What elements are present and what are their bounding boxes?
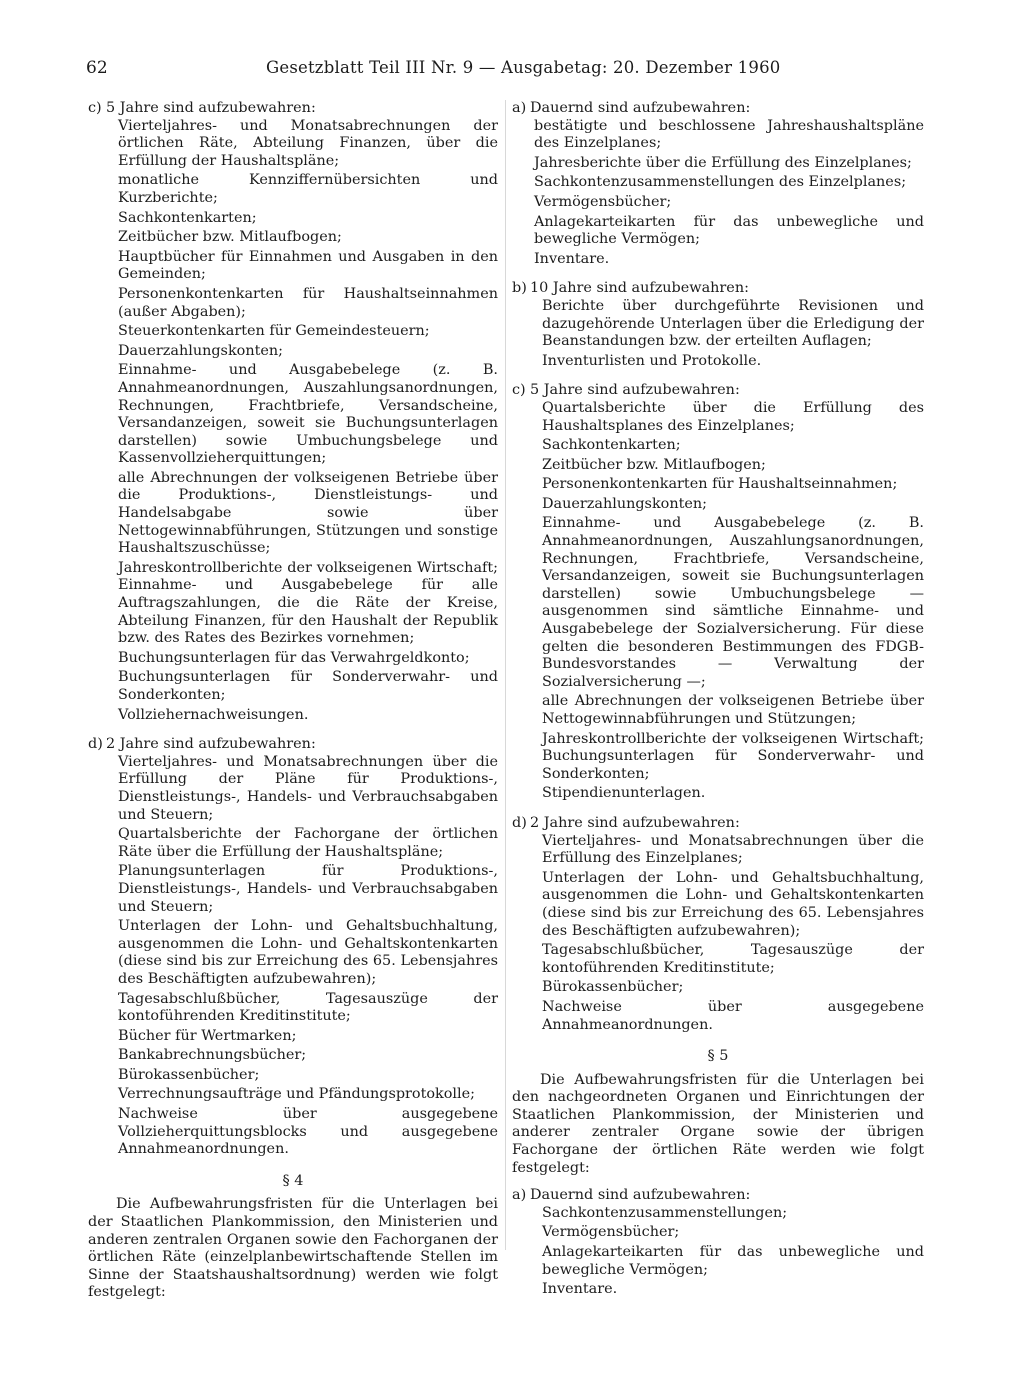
- column-divider: [505, 100, 506, 1250]
- list-item: Jahreskontrollberichte der volkseigenen Wirtschaft; Einnahme- und Ausgabebelege für alle Auftragszahlungen, die die Räte der Kreise, Abteilung Finanzen, für den Haushalt der Republik bzw. des Rates des Bezirkes vornehmen;: [118, 559, 498, 647]
- paragraph-body: Die Aufbewahrungsfristen für die Unterlagen bei der Staatlichen Plankommission, den Ministerien und anderen zentralen Organen sowie den Fachorganen der örtlichen Räte (einzelplanbewirtschaftende Stellen im Sinne der Staatshaushaltsordnung) werden wie folgt festgelegt:: [88, 1196, 498, 1301]
- section-heading: [512, 1187, 924, 1205]
- list-item: Einnahme- und Ausgabebelege (z. B. Annahmeanordnungen, Auszahlungsanordnungen, Rechnungen, Frachtbriefe, Versandscheine, Versandanzeigen, soweit sie Buchungsunterlagen darstellen) sowie Umbuchungsbelege — ausgenommen sind sämtliche Einnahme- und Ausgabebelege der Sozialversicherung. Für diese gelten die besonderen Bestimmungen des FDGB-Bundesvorstandes — Verwaltung der Sozialversicherung —;: [542, 515, 924, 690]
- section-heading-text: 2 Jahre sind aufzubewahren:: [530, 814, 740, 831]
- section-right-a2: [512, 1187, 924, 1299]
- list-item: Anlagekarteikarten für das unbewegliche und bewegliche Vermögen;: [534, 213, 924, 248]
- list-item: alle Abrechnungen der volkseigenen Betriebe über Nettogewinnabführungen und Stützungen;: [542, 693, 924, 727]
- list-item: Personenkontenkarten für Haushaltseinnahmen;: [542, 476, 898, 493]
- list-item: Bürokassenbücher;: [118, 1066, 260, 1083]
- list-item: Unterlagen der Lohn- und Gehaltsbuchhaltung, ausgenommen die Lohn- und Gehaltskontenkarten (diese sind bis zur Erreichung des 65. Lebensjahres des Beschäftigten aufzubewahren);: [542, 869, 924, 939]
- section-heading: [512, 815, 924, 833]
- section-letter: a): [512, 1187, 527, 1204]
- page-number: 62: [86, 58, 108, 78]
- list-item: Unterlagen der Lohn- und Gehaltsbuchhaltung, ausgenommen die Lohn- und Gehaltskontenkarten (diese sind bis zur Erreichung des 65. Lebensjahres des Beschäftigten aufzubewahren);: [118, 918, 498, 987]
- list-item: Inventurlisten und Protokolle.: [542, 352, 762, 369]
- list-item: Quartalsberichte der Fachorgane der örtlichen Räte über die Erfüllung der Haushaltspläne;: [118, 826, 498, 860]
- list-item: Tagesabschlußbücher, Tagesauszüge der kontoführenden Kreditinstitute;: [542, 942, 924, 976]
- running-title: Gesetzblatt Teil III Nr. 9 — Ausgabetag: 20. Dezember 1960: [266, 58, 781, 77]
- list-item: Vermögensbücher;: [542, 1224, 680, 1241]
- list-item: Jahresberichte über die Erfüllung des Einzelplanes;: [534, 154, 912, 171]
- list-item: Hauptbücher für Einnahmen und Ausgaben in den Gemeinden;: [118, 248, 498, 283]
- list-item: Planungsunterlagen für Produktions-, Dienstleistungs-, Handels- und Verbrauchsabgaben und Steuern;: [118, 863, 498, 915]
- list-item: Bücher für Wertmarken;: [118, 1027, 297, 1044]
- section-heading: [88, 736, 498, 754]
- list-item: bestätigte und beschlossene Jahreshaushaltspläne des Einzelplanes;: [534, 117, 924, 152]
- section-heading-text: Dauernd sind aufzubewahren:: [530, 100, 751, 116]
- section-left-d: [88, 736, 498, 1159]
- list-item: Buchungsunterlagen für Sonderverwahr- und Sonderkonten;: [118, 669, 498, 703]
- section-letter: a): [512, 100, 527, 116]
- list-item: Vierteljahres- und Monatsabrechnungen der örtlichen Räte, Abteilung Finanzen, über die Erfüllung der Haushaltspläne;: [118, 117, 498, 169]
- section-right-d: [512, 815, 924, 1034]
- list-item: Anlagekarteikarten für das unbewegliche und bewegliche Vermögen;: [542, 1244, 924, 1278]
- list-item: Inventare.: [534, 250, 610, 267]
- list-item: Vollziehernachweisungen.: [118, 706, 309, 723]
- list-item: Zeitbücher bzw. Mitlaufbogen;: [118, 229, 342, 246]
- section-right-b: [512, 280, 924, 370]
- list-item: Berichte über durchgeführte Revisionen und dazugehörende Unterlagen über die Erledigung der Beanstandungen bzw. der erteilten Auflagen;: [542, 297, 924, 350]
- list-item: Quartalsberichte über die Erfüllung des Haushaltsplanes des Einzelplanes;: [542, 399, 924, 434]
- list-item: Nachweise über ausgegebene Vollzieherquittungsblocks und ausgegebene Annahmeanordnungen.: [118, 1106, 498, 1158]
- list-item: Verrechnungsaufträge und Pfändungsprotokolle;: [118, 1086, 475, 1103]
- section-heading: [88, 100, 498, 118]
- list-item: Sachkontenzusammenstellungen;: [542, 1204, 788, 1221]
- list-item: Sachkontenkarten;: [542, 437, 681, 454]
- paragraph-title: § 5: [707, 1048, 729, 1065]
- section-letter: d): [512, 814, 527, 831]
- list-item: Dauerzahlungskonten;: [118, 342, 284, 359]
- section-letter: c): [512, 382, 526, 399]
- section-letter: b): [512, 280, 527, 297]
- list-item: Inventare.: [542, 1281, 618, 1298]
- list-item: Zeitbücher bzw. Mitlaufbogen;: [542, 456, 766, 473]
- section-heading: [512, 382, 924, 400]
- right-column: [512, 100, 924, 1311]
- list-item: Sachkontenzusammenstellungen des Einzelplanes;: [534, 174, 907, 191]
- list-item: Bürokassenbücher;: [542, 979, 684, 996]
- section-letter: d): [88, 736, 103, 753]
- section-heading: [512, 100, 924, 118]
- list-item: Dauerzahlungskonten;: [542, 495, 708, 512]
- page-header: [86, 58, 921, 84]
- list-item: alle Abrechnungen der volkseigenen Betriebe über die Produktions-, Dienstleistungs- und Handelsabgabe sowie über Nettogewinnabführungen, Stützungen und sonstige Haushaltszuschüsse;: [118, 469, 498, 557]
- section-left-c: [88, 100, 498, 724]
- section-letter: c): [88, 100, 102, 116]
- paragraph-title: § 4: [282, 1172, 304, 1189]
- list-item: monatliche Kennziffernübersichten und Kurzberichte;: [118, 172, 498, 206]
- section-right-a: [512, 100, 924, 268]
- list-item: Steuerkontenkarten für Gemeindesteuern;: [118, 323, 430, 340]
- list-item: Vermögensbücher;: [534, 193, 672, 210]
- paragraph-body: Die Aufbewahrungsfristen für die Unterlagen bei den nachgeordneten Organen und Einrichtungen der Staatlichen Plankommission, der Ministerien und anderer zentraler Organe sowie der übrigen Fachorgane der örtlichen Räte werden wie folgt festgelegt:: [512, 1071, 924, 1176]
- list-item: Personenkontenkarten für Haushaltseinnahmen (außer Abgaben);: [118, 285, 498, 320]
- list-item: Jahreskontrollberichte der volkseigenen Wirtschaft; Buchungsunterlagen für Sonderverwahr- und Sonderkonten;: [542, 730, 924, 782]
- section-heading-text: Dauernd sind aufzubewahren:: [530, 1187, 751, 1204]
- section-heading-text: 2 Jahre sind aufzubewahren:: [106, 736, 316, 753]
- section-heading: [512, 280, 924, 298]
- list-item: Einnahme- und Ausgabebelege (z. B. Annahmeanordnungen, Auszahlungsanordnungen, Rechnungen, Frachtbriefe, Versandscheine, Versandanzeigen, soweit sie Buchungsunterlagen darstellen) sowie Umbuchungsbelege und Kassenvollzieherquittungen;: [118, 362, 498, 467]
- section-right-c: [512, 382, 924, 803]
- section-heading-text: 10 Jahre sind aufzubewahren:: [530, 280, 749, 297]
- section-heading-text: 5 Jahre sind aufzubewahren:: [530, 382, 740, 399]
- list-item: Buchungsunterlagen für das Verwahrgeldkonto;: [118, 649, 470, 666]
- list-item: Bankabrechnungsbücher;: [118, 1047, 307, 1064]
- list-item: Sachkontenkarten;: [118, 209, 257, 226]
- section-heading-text: 5 Jahre sind aufzubewahren:: [106, 100, 316, 116]
- list-item: Nachweise über ausgegebene Annahmeanordnungen.: [542, 998, 924, 1033]
- list-item: Tagesabschlußbücher, Tagesauszüge der kontoführenden Kreditinstitute;: [118, 990, 498, 1025]
- list-item: Stipendienunterlagen.: [542, 785, 706, 802]
- list-item: Vierteljahres- und Monatsabrechnungen über die Erfüllung der Pläne für Produktions-, Dienstleistungs-, Handels- und Verbrauchsabgaben und Steuern;: [118, 753, 498, 823]
- list-item: Vierteljahres- und Monatsabrechnungen über die Erfüllung des Einzelplanes;: [542, 832, 924, 867]
- left-column: [88, 100, 498, 1312]
